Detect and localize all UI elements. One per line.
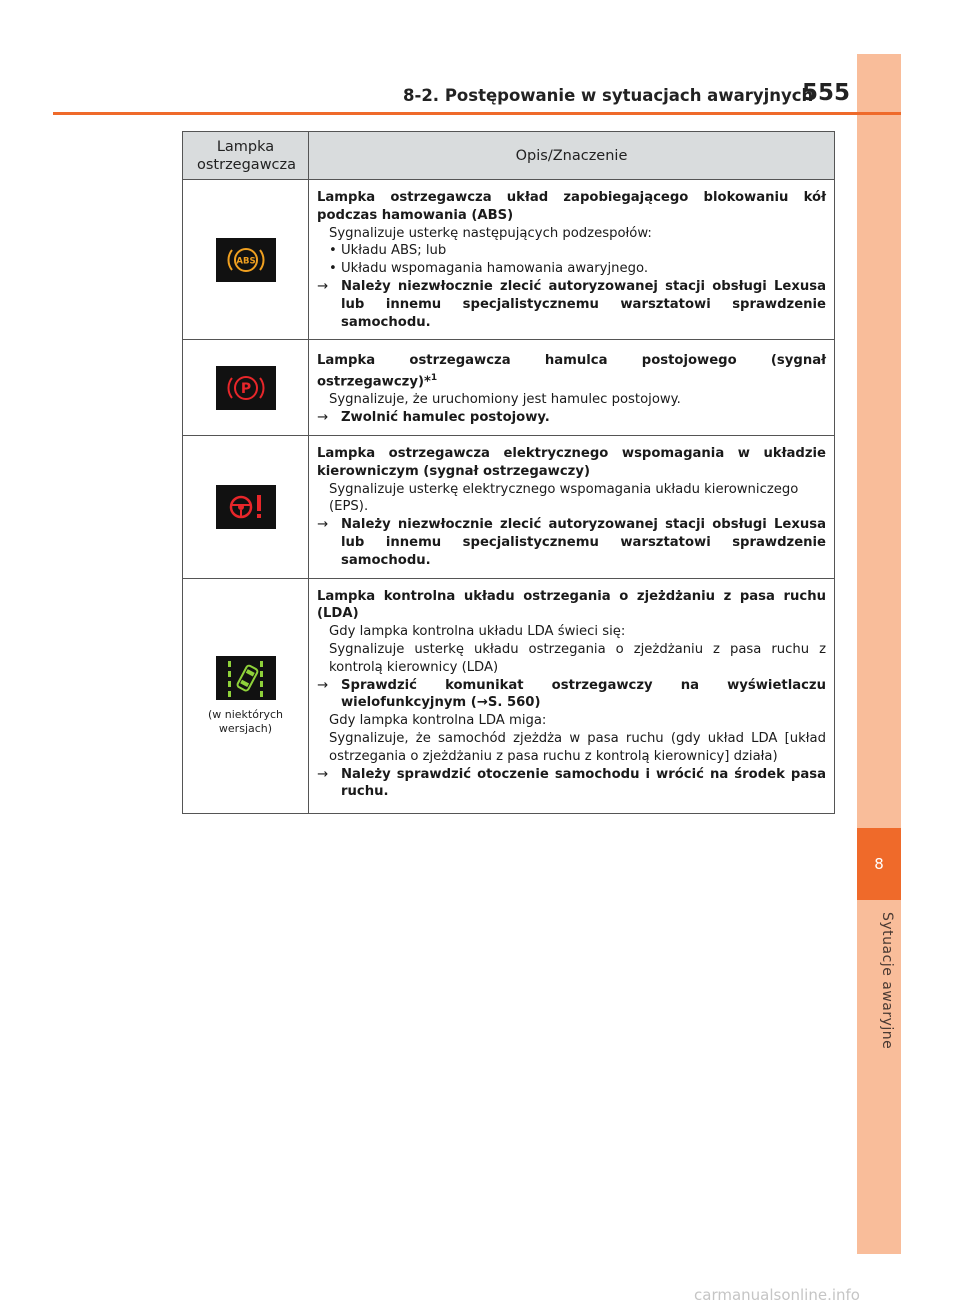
- action-text: Należy sprawdzić otoczenie samochodu i wrócić na środek pasa ruchu.: [341, 766, 826, 800]
- section-title: 8-2. Postępowanie w sytuacjach awaryjnych: [403, 86, 814, 105]
- description-text: Sygnalizuje, że uruchomiony jest hamulec postojowy.: [329, 392, 681, 408]
- side-tab: [857, 54, 901, 1254]
- action-item: [317, 516, 826, 569]
- lamp-cell: [183, 578, 309, 813]
- description-text: Sygnalizuje usterkę układu ostrzegania o zjeżdżaniu z pasa ruchu z kontrolą kierownicy (LDA): [329, 641, 826, 675]
- row-title: [317, 352, 826, 391]
- lamp-cell: [183, 435, 309, 578]
- lamp-caption: (w niektórych wersjach): [207, 707, 284, 735]
- table-row: [183, 578, 835, 813]
- action-item: [317, 677, 826, 713]
- lane-departure-icon: [216, 656, 276, 700]
- table-row: [183, 340, 835, 436]
- description-text: Sygnalizuje usterkę elektrycznego wspomagania układu kierowniczego (EPS).: [329, 481, 799, 515]
- header-rule: [53, 112, 901, 115]
- chapter-number-tab[interactable]: 8: [857, 828, 901, 900]
- arrow-icon: →: [317, 766, 329, 782]
- action-item: [317, 278, 826, 331]
- chapter-label: Sytuacje awaryjne: [879, 912, 895, 1050]
- svg-text:ABS: ABS: [235, 256, 256, 267]
- table-header-row: [183, 132, 835, 180]
- description-text: Gdy lampka kontrolna LDA miga:: [329, 713, 547, 729]
- table-row: [183, 435, 835, 578]
- lamp-cell: [183, 180, 309, 340]
- action-text[interactable]: Sprawdzić komunikat ostrzegawczy na wyświetlaczu wielofunkcyjnym (→S. 560): [341, 677, 826, 711]
- arrow-icon: →: [317, 278, 329, 294]
- action-text: Zwolnić hamulec postojowy.: [341, 410, 550, 426]
- description-cell: [309, 435, 835, 578]
- arrow-icon: →: [317, 410, 329, 426]
- description-cell: [309, 340, 835, 436]
- col-header-description: Opis/Znaczenie: [309, 132, 835, 180]
- watermark: carmanualsonline.info: [694, 1286, 860, 1304]
- table-row: [183, 180, 835, 340]
- description-cell: [309, 578, 835, 813]
- abs-warning-icon: [216, 238, 276, 282]
- arrow-icon: →: [317, 677, 329, 693]
- warning-lights-table: [182, 131, 835, 814]
- bullet-item: • Układu wspomagania hamowania awaryjnego.: [329, 261, 649, 277]
- row-title: Lampka ostrzegawcza układ zapobiegającego blokowaniu kół podczas hamowania (ABS): [317, 190, 826, 223]
- bullet-item: • Układu ABS; lub: [329, 243, 447, 259]
- footnote-marker: 1: [430, 373, 438, 384]
- row-title: Lampka kontrolna układu ostrzegania o zjeżdżaniu z pasa ruchu (LDA): [317, 588, 826, 622]
- svg-text:P: P: [240, 380, 251, 397]
- steering-warning-icon: [216, 485, 276, 529]
- description-text: Sygnalizuje usterkę następujących podzespołów:: [329, 225, 652, 241]
- action-text: Należy niezwłocznie zlecić autoryzowanej stacji obsługi Lexusa lub innemu specjalistycznemu warsztatowi sprawdzenie samochodu.: [341, 517, 826, 568]
- action-item: [317, 409, 826, 427]
- arrow-icon: →: [317, 517, 329, 533]
- description-cell: [309, 180, 835, 340]
- action-item: [317, 766, 826, 802]
- row-title: Lampka ostrzegawcza elektrycznego wspomagania w układzie kierowniczym (sygnał ostrzegawczy): [317, 445, 826, 479]
- lamp-cell: [183, 340, 309, 436]
- col-header-lamp: Lampka ostrzegawcza: [183, 132, 309, 180]
- parking-brake-warning-icon: [216, 366, 276, 410]
- page-number: 555: [802, 80, 851, 106]
- action-text: Należy niezwłocznie zlecić autoryzowanej stacji obsługi Lexusa lub innemu specjalistycznemu warsztatowi sprawdzenie samochodu.: [341, 278, 826, 330]
- description-text: Gdy lampka kontrolna układu LDA świeci się:: [329, 624, 626, 640]
- row-title-text: Lampka ostrzegawcza hamulca postojowego (sygnał ostrzegawczy)*: [317, 353, 826, 390]
- description-text: Sygnalizuje, że samochód zjeżdża w pasa ruchu (gdy układ LDA [układ ostrzegania o zjeżdżaniu z pasa ruchu z kontrolą kierownicy] działa): [329, 730, 826, 764]
